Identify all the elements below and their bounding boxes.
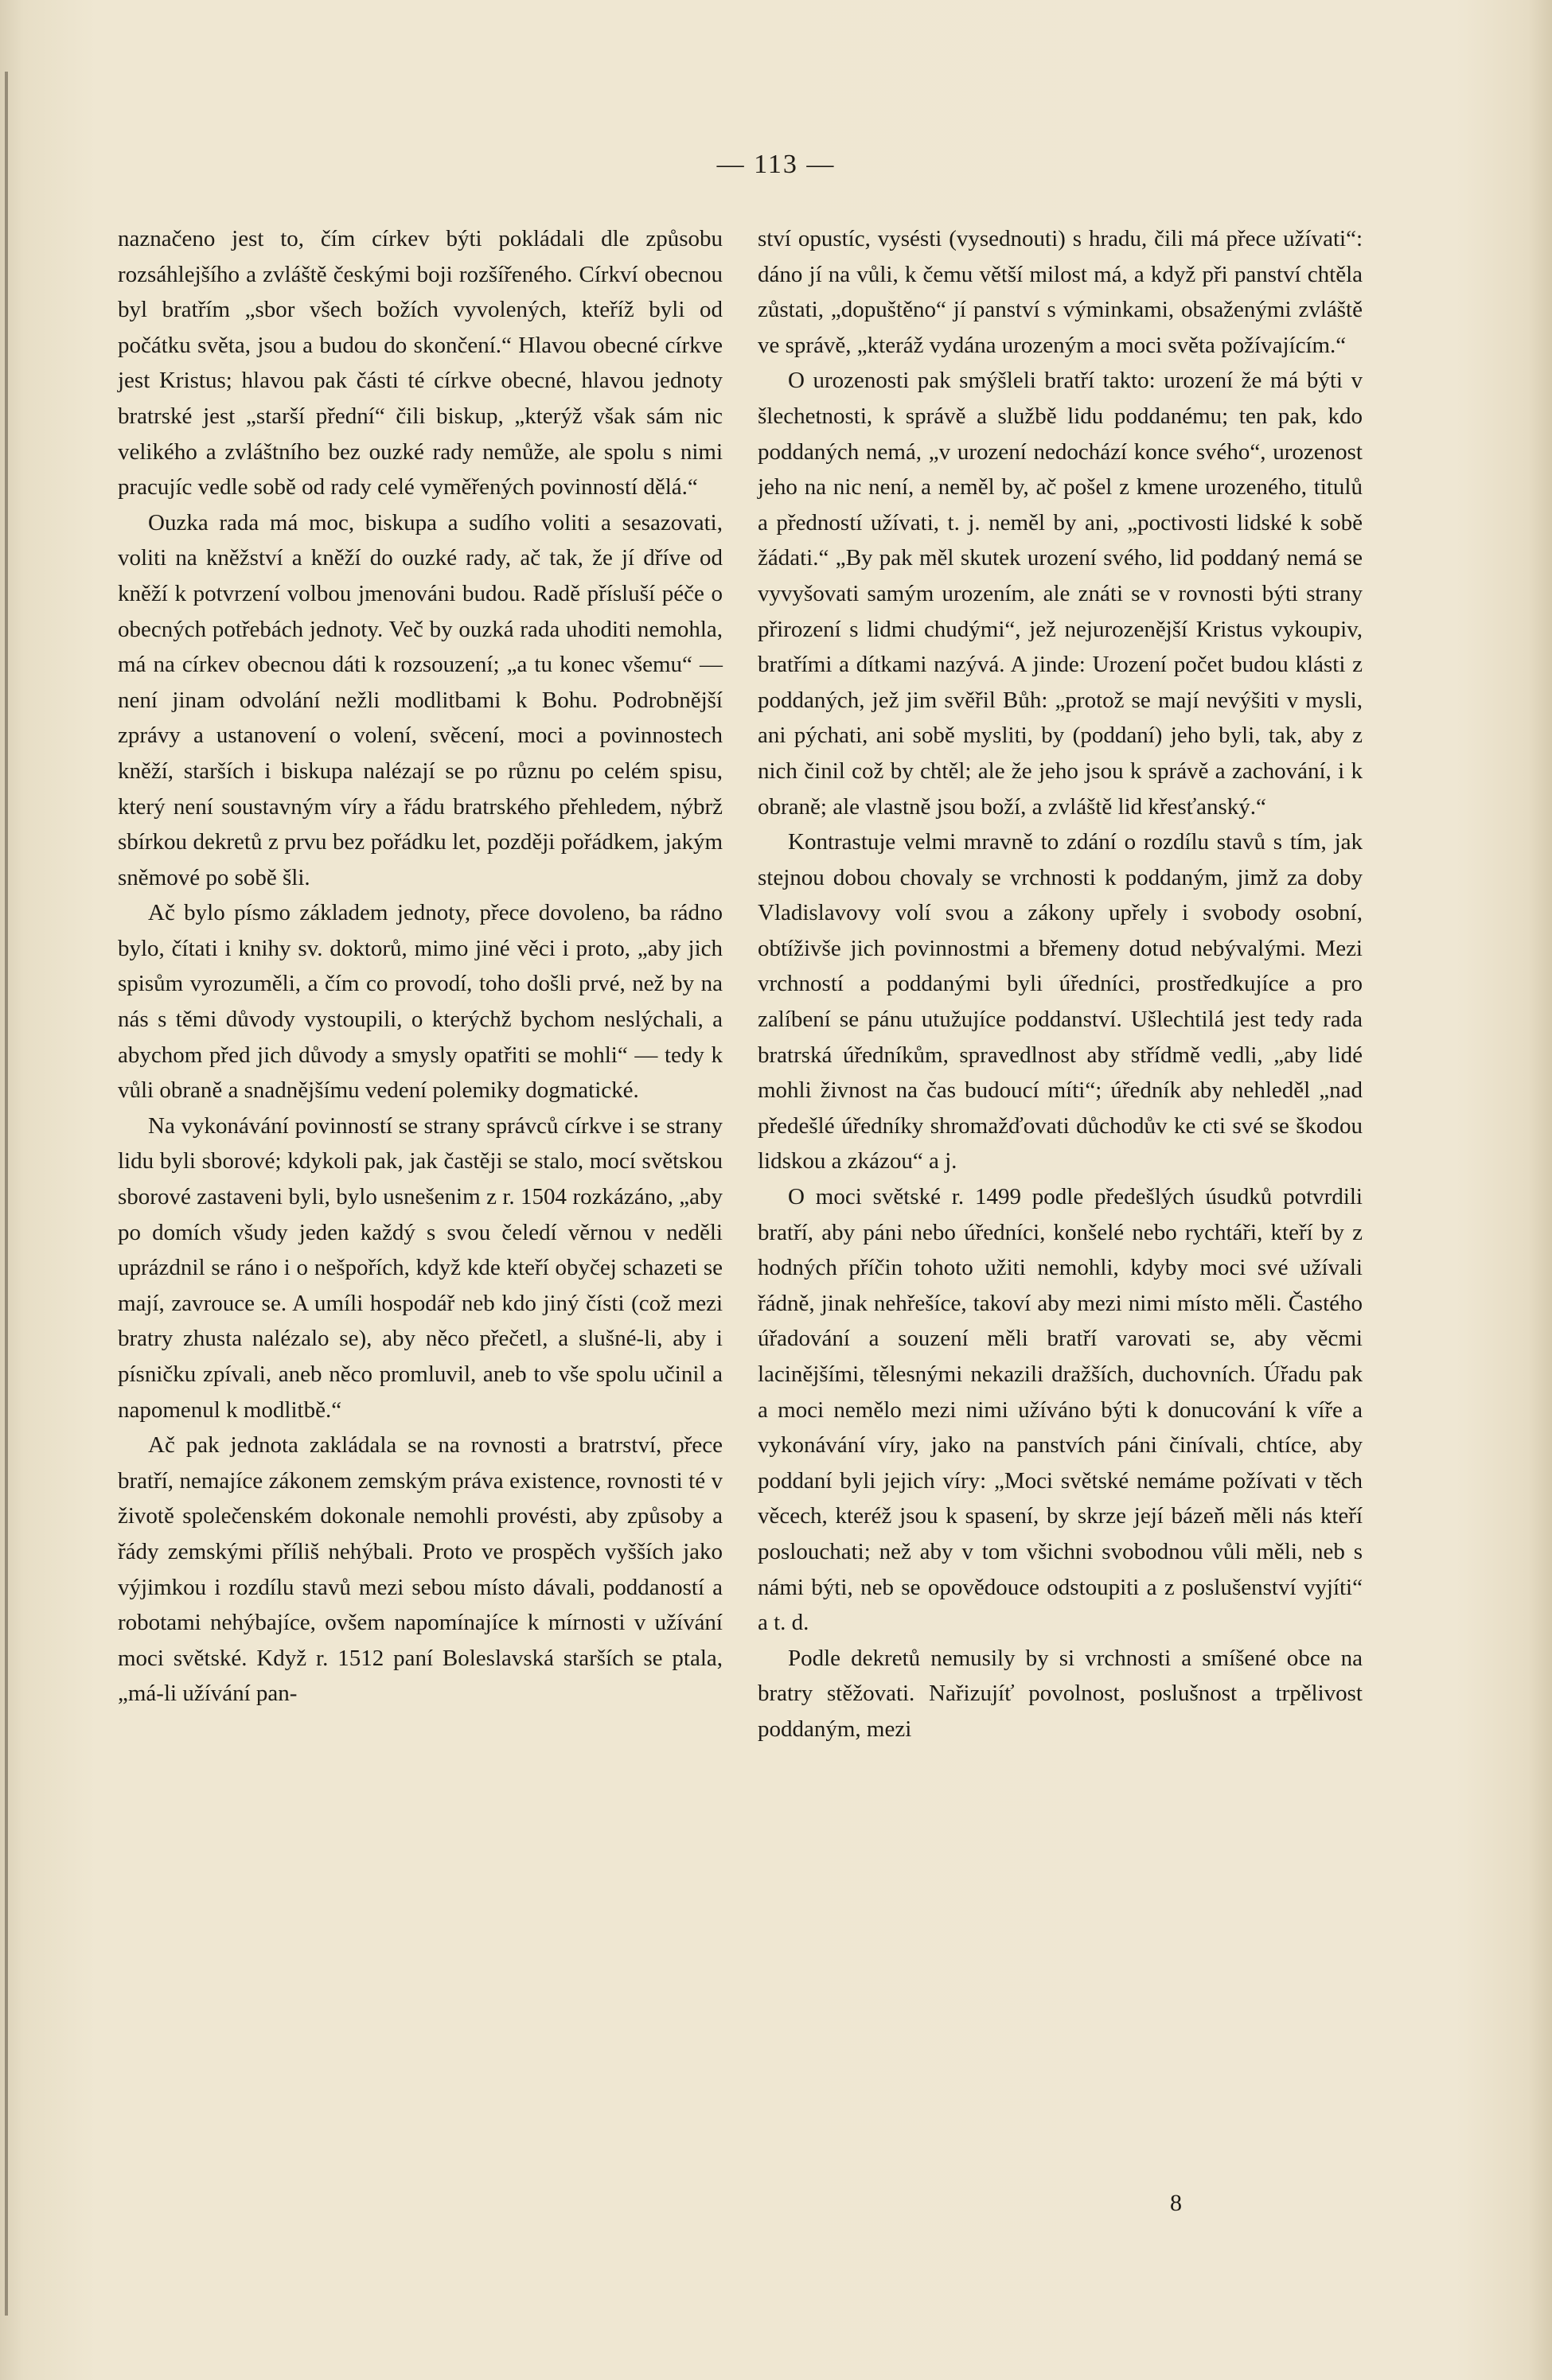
paragraph: Ač bylo písmo základem jednoty, přece dovoleno, ba rádno bylo, čítati i knihy sv. doktorů, mimo jiné věci i proto, „aby jich spisům vyrozuměli, a čím co provodí, toho došli prvé, než by na nás s těmi důvody vystoupili, o kterýchž bychom neslýchali, a abychom před jich důvody a smysly opatřiti se mohli“ — tedy k vůli obraně a snadnějšímu vedení polemiky dogmatické.: [118, 900, 723, 1104]
paragraph: ství opustíc, vysésti (vysednouti) s hradu, čili má přece užívati“: dáno jí na vůli, k čemu větší milost má, a když při panství chtěla zůstati, „dopuštěno“ jí panství s výminkami, obsaženými zvláště ve správě, „kteráž vydána urozeným a moci světa požívajícím.“: [758, 226, 1363, 358]
paragraph: O moci světské r. 1499 podle předešlých úsudků potvrdili bratří, aby páni nebo úředníci, konšelé nebo rychtáři, kteří by z hodných příčin tohoto užiti nemohli, kdyby moci své užívali řádně, jinak nehřešíce, takoví aby mezi nimi místo měli. Častého úřadování a souzení měli bratří varovati se, aby věcmi lacinějšími, tělesnými nekazili dražších, duchovních. Úřadu pak a moci nemělo mezi nimi užíváno býti k donucování k víře a vykonávání víry, jako na panstvích páni činívali, chtíce, aby poddaní byli jejich víry: „Moci světské nemáme požívati v těch věcech, kteréž jsou k spasení, by skrze její bázeň měli nás kteří poslouchati; než aby v tom všichni svobodnou vůli měli, neb s námi býti, neb se opovědouce odstoupiti a z poslušenství vyjíti“ a t. d.: [758, 1184, 1363, 1636]
paragraph: O urozenosti pak smýšleli bratří takto: urození že má býti v šlechetnosti, k správě a službě lidu poddanému; ten pak, kdo poddaných nemá, „v urození nedochází konce svého“, urozenost jeho na nic není, a neměl by, ač pošel z kmene urozeného, titulů a předností užívati, t. j. neměl by ani, „poctivosti lidské k sobě žádati.“ „By pak měl skutek urození svého, lid poddaný nemá se vyvyšovati samým urozením, ale znáti se v rovnosti býti strany přirození s lidmi chudými“, jež nejurozenější Kristus vykoupiv, bratřími a dítkami nazývá. A jinde: Urození počet budou klásti z poddaných, jež jim svěřil Bůh: „protož se mají nevýšiti v mysli, ani pýchati, ani sobě mysliti, by (poddaní) jeho byli, tak, aby z nich činil což by chtěl; ale že jeho jsou k správě a zachování, i k obraně; ale vlastně jsou boží, a zvláště lid křesťanský.“: [758, 368, 1363, 820]
paragraph: Ouzka rada má moc, biskupa a sudího voliti a sesazovati, voliti na kněžství a kněží do ouzké rady, ač tak, že jí dříve od kněží k potvrzení volbou jmenováni budou. Radě přísluší péče o obecných potřebách jednoty. Več by ouzká rada uhoditi nemohla, má na církev obecnou dáti k rozsouzení; „a tu konec všemu“ — není jinam odvolání nežli modlitbami k Bohu. Podrobnější zprávy a ustanovení o volení, svěcení, moci a povinnostech kněží, starších i biskupa nalézají se po různu po celém spisu, který není soustavným víry a řádu bratrského přehledem, nýbrž sbírkou dekretů z prvu bez pořádku let, později pořádkem, jakým sněmové po sobě šli.: [118, 509, 723, 890]
paragraph: Kontrastuje velmi mravně to zdání o rozdílu stavů s tím, jak stejnou dobou chovaly se vrchnosti k poddaným, jimž za doby Vladislavovy volí svou a zákony upřely i svobody osobní, obtíživše jich povinnostmi a břemeny dotud nebývalými. Mezi vrchností a poddanými byli úředníci, prostředkujíce a pro zalíbení se pánu utužujíce poddanství. Ušlechtilá jest tedy rada bratrská úředníkům, spravedlnost aby střídmě vedli, „aby lidé mohli živnost na čas budoucí míti“; úředník aby nehleděl „nad předešlé úředníky shromažďovati důchodův ke cti své se škodou lidskou a zkázou“ a j.: [758, 829, 1363, 1174]
right-column: [758, 221, 1363, 1747]
page-number: — 113 —: [716, 150, 836, 179]
binding-edge: [5, 72, 8, 2316]
left-column: [118, 221, 723, 1712]
paragraph: Na vykonávání povinností se strany správců církve i se strany lidu byli sborové; kdykoli pak, jak častěji se stalo, mocí světskou sborové zastaveni byli, bylo usnešenim z r. 1504 rozkázáno, „aby po domích všudy jeden každý s svou čeledí věrnou v neděli uprázdnil se ráno i o nešpořích, když kde kteří obyčej schazeti se mají, zavrouce se. A umíli hospodář neb kdo jiný čísti (což mezi bratry zhusta nalézalo se), aby něco přečetl, a slušné-li, aby i písničku zpívali, aneb něco promluvil, aneb to vše spolu učinil a napomenul k modlitbě.“: [118, 1112, 723, 1423]
paragraph: Podle dekretů nemusily by si vrchnosti a smíšené obce na bratry stěžovati. Nařizujíť povolnost, poslušnost a trpělivost poddaným, mezi: [758, 1645, 1363, 1742]
signature-mark: 8: [1170, 2190, 1182, 2216]
paragraph: naznačeno jest to, čím církev býti pokládali dle způsobu rozsáhlejšího a zvláště českými boji rozšířeného. Církví obecnou byl bratřím „sbor všech božích vyvolených, kteříž byli od počátku světa, jsou a budou do skončení.“ Hlavou obecné církve jest Kristus; hlavou pak části té církve obecné, hlavou jednoty bratrské jest „starší přední“ čili biskup, „kterýž však sám nic velikého a zvláštního bez ouzké rady nemůže, ale spolu s nimi pracujíc vedle sobě od rady celé vyměřených povinností dělá.“: [118, 226, 723, 501]
paragraph: Ač pak jednota zakládala se na rovnosti a bratrství, přece bratří, nemajíce zákonem zemským práva existence, rovnosti té v životě společenském dokonale nemohli provésti, aby způsoby a řády zemskými příliš nehýbali. Proto ve prospěch vyšších jako výjimkou i rozdílu stavů mezi sebou místo dávali, poddaností a robotami nehýbajíce, ovšem napomínajíce k mírnosti v užívání moci světské. Když r. 1512 paní Boleslavská starších se ptala, „má-li užívání pan-: [118, 1432, 723, 1707]
